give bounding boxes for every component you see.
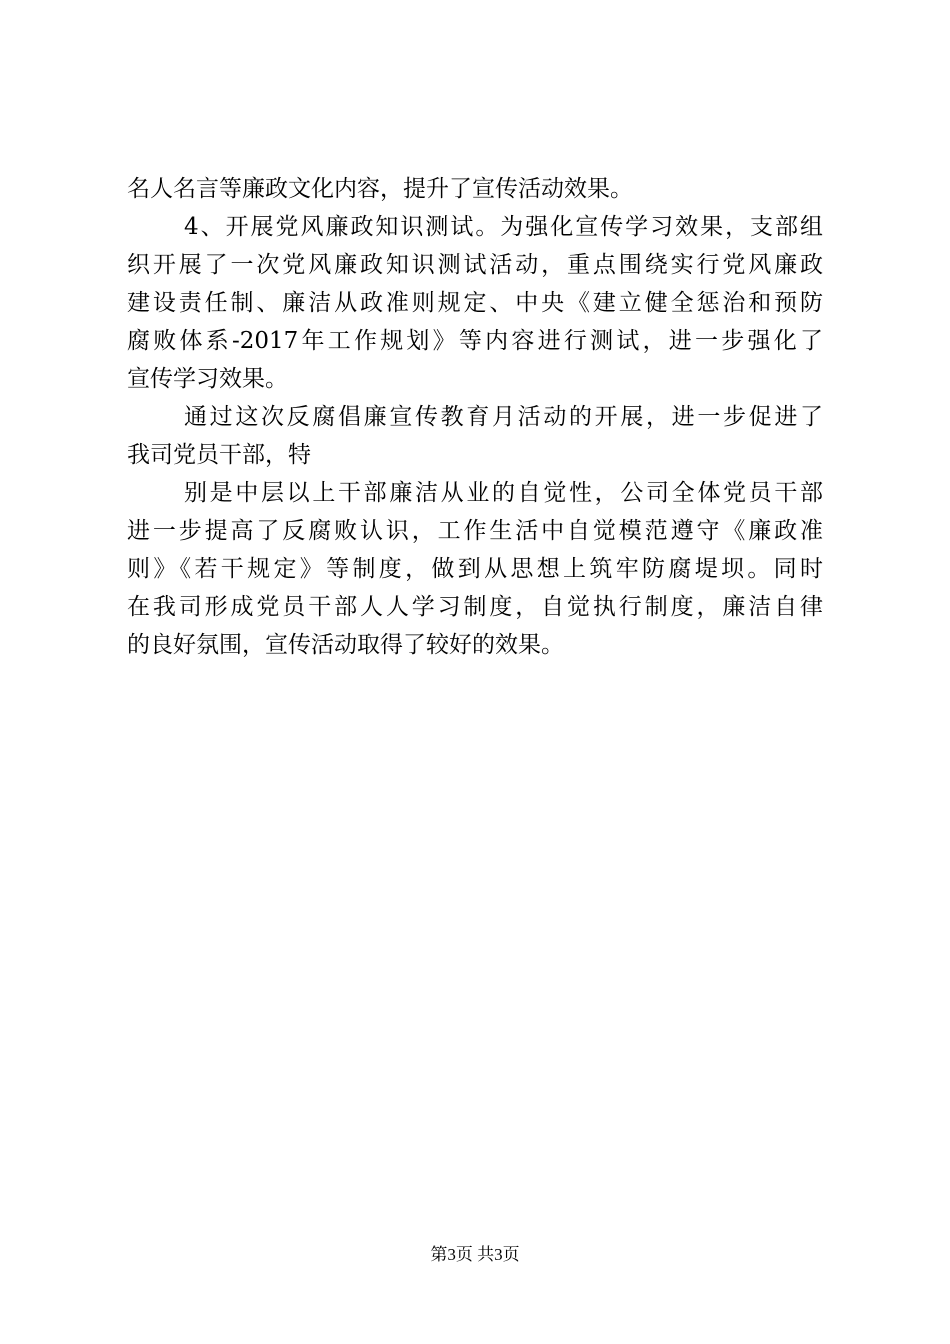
- text-line: 通过这次反腐倡廉宣传教育月活动的开展，进一步促进了: [184, 404, 823, 430]
- text-line: 则》《若干规定》等制度，做到从思想上筑牢防腐堤坝。同时: [127, 556, 823, 582]
- page-footer: [0, 1243, 950, 1267]
- text-line: 我司党员干部，特: [127, 442, 311, 468]
- text-line: 腐败体系-2017年工作规划》等内容进行测试，进一步强化了: [127, 328, 823, 354]
- text-line: 4、开展党风廉政知识测试。为强化宣传学习效果，支部组: [184, 214, 823, 240]
- text-line: 建设责任制、廉洁从政准则规定、中央《建立健全惩治和预防: [127, 290, 823, 316]
- document-body: [127, 170, 823, 664]
- text-line: 名人名言等廉政文化内容，提升了宣传活动效果。: [127, 176, 633, 202]
- text-line: 进一步提高了反腐败认识，工作生活中自觉模范遵守《廉政准: [127, 518, 823, 544]
- page-number: 第3页 共3页: [430, 1245, 520, 1264]
- text-line: 的良好氛围，宣传活动取得了较好的效果。: [127, 632, 564, 658]
- text-line: 别是中层以上干部廉洁从业的自觉性，公司全体党员干部: [184, 480, 823, 506]
- text-line: 宣传学习效果。: [127, 366, 288, 392]
- text-line: 织开展了一次党风廉政知识测试活动，重点围绕实行党风廉政: [127, 252, 823, 278]
- text-line: 在我司形成党员干部人人学习制度，自觉执行制度，廉洁自律: [127, 594, 823, 620]
